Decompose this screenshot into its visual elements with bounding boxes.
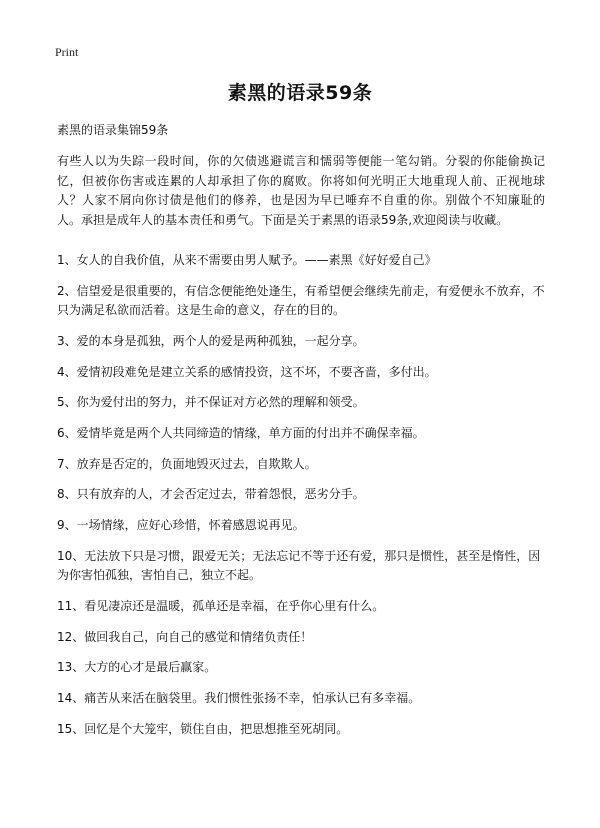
quote-item: 9、一场情缘，应好心珍惜，怀着感恩说再见。 [57,518,305,532]
quote-item: 8、只有放弃的人，才会否定过去，带着怨恨，恶劣分手。 [57,487,365,502]
quote-item: 15、回忆是个大笼牢，锁住自由，把思想推至死胡同。 [57,721,349,736]
quote-item: 6、爱情毕竟是两个人共同缔造的情缘，单方面的付出并不确保幸福。 [57,425,425,440]
quote-item: 10、无法放下只是习惯，跟爱无关；无法忘记不等于还有爱，那只是惯性，甚至是惰性，因为你害怕孤独，害怕自己，独立不起。 [57,548,541,583]
quote-item: 1、女人的自我价值，从来不需要由男人赋予。——素黑《好好爱自己》 [57,253,437,267]
quote-item: 13、大方的心才是最后赢家。 [57,660,217,675]
quote-item: 4、爱情初段难免是建立关系的感情投资，这不坏，不要吝啬，多付出。 [57,364,437,379]
quote-item: 12、做回我自己，向自己的感觉和情绪负责任！ [57,629,313,644]
quote-item: 3、爱的本身是孤独，两个人的爱是两种孤独，一起分享。 [57,333,365,348]
article-intro: 有些人以为失踪一段时间，你的欠债逃避谎言和懦弱等便能一笔勾销。分裂的你能偷换记忆，但被你伤害或连累的人却承担了你的腐败。你将如何光明正大地重现人前、正视地球人？人家不屑向你讨债是他们的修养，也是因为早已唾弃不自重的你。别做个不知廉耻的人。承担是成年人的基本责任和勇气。下面是关于素黑的语录59条,欢迎阅读与收藏。 [57,154,545,227]
article-subtitle: 素黑的语录集锦59条 [57,123,169,137]
page-title: 素黑的语录59条 [227,82,373,104]
print-link[interactable]: Print [55,45,79,59]
quote-list [57,251,545,750]
quote-item: 14、痛苦从来活在脑袋里。我们惯性张扬不幸，怕承认已有多幸福。 [57,690,421,705]
quote-item: 2、信望爱是很重要的，有信念便能绝处逢生，有希望便会继续先前走，有爱便永不放弃，不只为满足私欲而活着。这是生命的意义，存在的目的。 [57,283,545,318]
quote-item: 5、你为爱付出的努力，并不保证对方必然的理解和领受。 [57,395,365,410]
quote-item: 11、看见凄凉还是温暖，孤单还是幸福，在乎你心里有什么。 [57,598,385,613]
quote-item: 7、放弃是否定的，负面地毁灭过去，自欺欺人。 [57,456,317,471]
